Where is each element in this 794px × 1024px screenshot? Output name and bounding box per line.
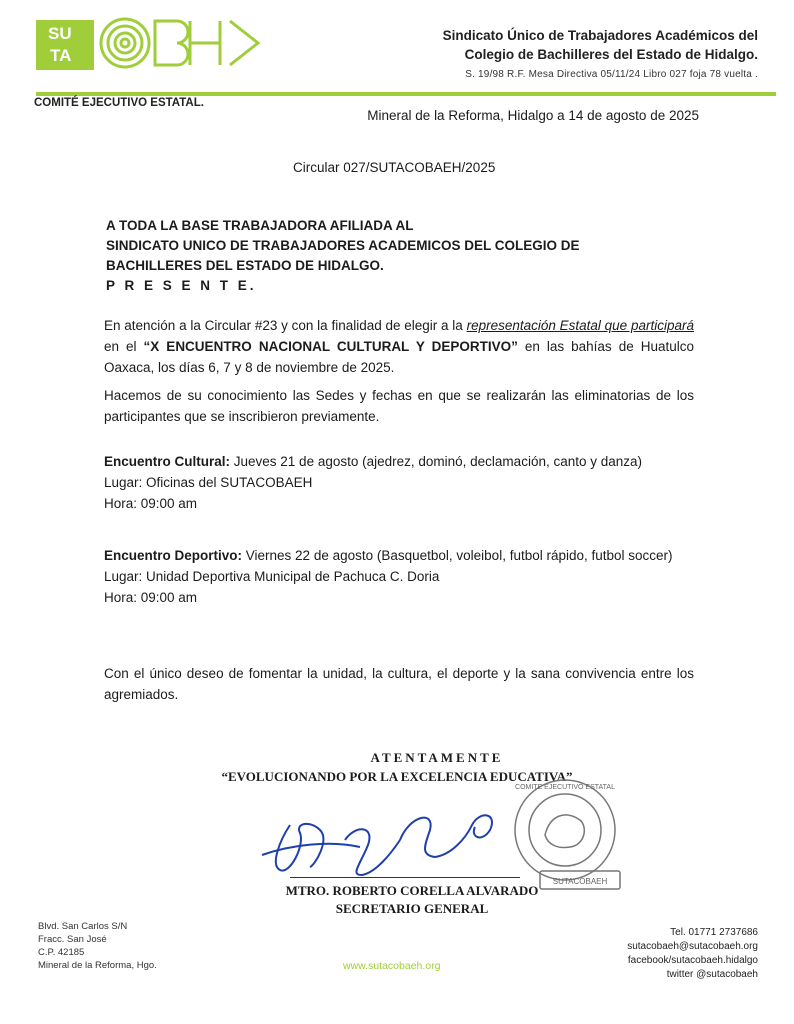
addressee-block bbox=[106, 216, 580, 296]
footer-website: www.sutacobaeh.org bbox=[343, 960, 441, 972]
signer-name: MTRO. ROBERTO CORELLA ALVARADO bbox=[285, 883, 539, 898]
sport-section bbox=[104, 545, 694, 608]
seal-bottom-text: SUTACOBAEH bbox=[552, 877, 608, 886]
footer-addr-line2: Fracc. San José bbox=[38, 934, 107, 945]
letter-date: Mineral de la Reforma, Hidalgo a 14 de agosto de 2025 bbox=[367, 108, 699, 123]
registry-line: S. 19/98 R.F. Mesa Directiva 05/11/24 Libro 027 foja 78 vuelta . bbox=[465, 69, 758, 80]
cultural-time: Hora: 09:00 am bbox=[104, 496, 198, 511]
footer-contact bbox=[627, 926, 758, 982]
logo-badge bbox=[36, 20, 94, 70]
footer-tel: Tel. 01771 2737686 bbox=[670, 927, 758, 938]
footer-facebook: facebook/sutacobaeh.hidalgo bbox=[627, 955, 758, 966]
logo-su-text: SU bbox=[48, 24, 72, 43]
circular-number: Circular 027/SUTACOBAEH/2025 bbox=[293, 160, 496, 175]
official-seal-icon bbox=[510, 775, 625, 895]
atentamente-label: ATENTAMENTE bbox=[370, 750, 504, 765]
addressee-line3: BACHILLERES DEL ESTADO DE HIDALGO. bbox=[106, 258, 384, 273]
footer-addr-line4: Mineral de la Reforma, Hgo. bbox=[38, 960, 157, 971]
footer-twitter: twitter @sutacobaeh bbox=[666, 969, 758, 980]
footer-address bbox=[38, 920, 157, 972]
addressee-line2: SINDICATO UNICO DE TRABAJADORES ACADEMICOS DEL COLEGIO DE bbox=[106, 238, 580, 253]
closing-paragraph: Con el único deseo de fomentar la unidad, la cultura, el deporte y la sana convivencia entre los agremiados. bbox=[104, 666, 694, 702]
cultural-text: Jueves 21 de agosto (ajedrez, dominó, declamación, canto y danza) bbox=[230, 454, 643, 469]
cultural-label: Encuentro Cultural: bbox=[104, 454, 231, 469]
sport-place: Lugar: Unidad Deportiva Municipal de Pachuca C. Doria bbox=[104, 569, 440, 584]
sport-label: Encuentro Deportivo: bbox=[104, 548, 243, 563]
seal-top-text: COMITE EJECUTIVO ESTATAL bbox=[515, 784, 615, 791]
p1-a: En atención a la Circular #23 y con la finalidad de elegir a la bbox=[104, 318, 467, 333]
footer-email: sutacobaeh@sutacobaeh.org bbox=[627, 941, 758, 952]
p1-b: representación Estatal que participará bbox=[466, 318, 694, 333]
addressee-line1: A TODA LA BASE TRABAJADORA AFILIADA AL bbox=[106, 218, 414, 233]
signer-block bbox=[0, 882, 794, 918]
signature-icon bbox=[250, 785, 510, 885]
org-name-line1: Sindicato Único de Trabajadores Académicos del bbox=[442, 28, 758, 43]
header-rule bbox=[36, 92, 776, 96]
logo-ta-text: TA bbox=[50, 46, 72, 65]
cultural-section bbox=[104, 451, 694, 514]
presente-label: P R E S E N T E. bbox=[106, 278, 257, 293]
sport-text: Viernes 22 de agosto (Basquetbol, voleibol, futbol rápido, futbol soccer) bbox=[242, 548, 673, 563]
paragraph-venues: Hacemos de su conocimiento las Sedes y fechas en que se realizarán las eliminatorias de los participantes que se inscribieron previamente. bbox=[104, 388, 694, 424]
org-name bbox=[443, 26, 758, 64]
p1-d: “X ENCUENTRO NACIONAL CULTURAL Y DEPORTIVO” bbox=[143, 339, 518, 354]
footer-addr-line3: C.P. 42185 bbox=[38, 947, 85, 958]
p1-e: en las bahías de Huatulco Oaxaca, los días 6, 7 y 8 de noviembre de 2025. bbox=[104, 339, 694, 375]
motto: “EVOLUCIONANDO POR LA EXCELENCIA EDUCATIVA” bbox=[221, 769, 573, 784]
cobh-logo-icon bbox=[95, 16, 270, 74]
committee-label: COMITÉ EJECUTIVO ESTATAL. bbox=[34, 97, 204, 109]
paragraph-intro bbox=[104, 315, 694, 378]
footer-addr-line1: Blvd. San Carlos S/N bbox=[38, 921, 128, 932]
org-name-line2: Colegio de Bachilleres del Estado de Hidalgo. bbox=[464, 47, 758, 62]
signer-title: SECRETARIO GENERAL bbox=[335, 901, 489, 916]
p1-c: en el bbox=[104, 339, 144, 354]
signature-line bbox=[290, 877, 520, 878]
sport-time: Hora: 09:00 am bbox=[104, 590, 198, 605]
cultural-place: Lugar: Oficinas del SUTACOBAEH bbox=[104, 475, 313, 490]
